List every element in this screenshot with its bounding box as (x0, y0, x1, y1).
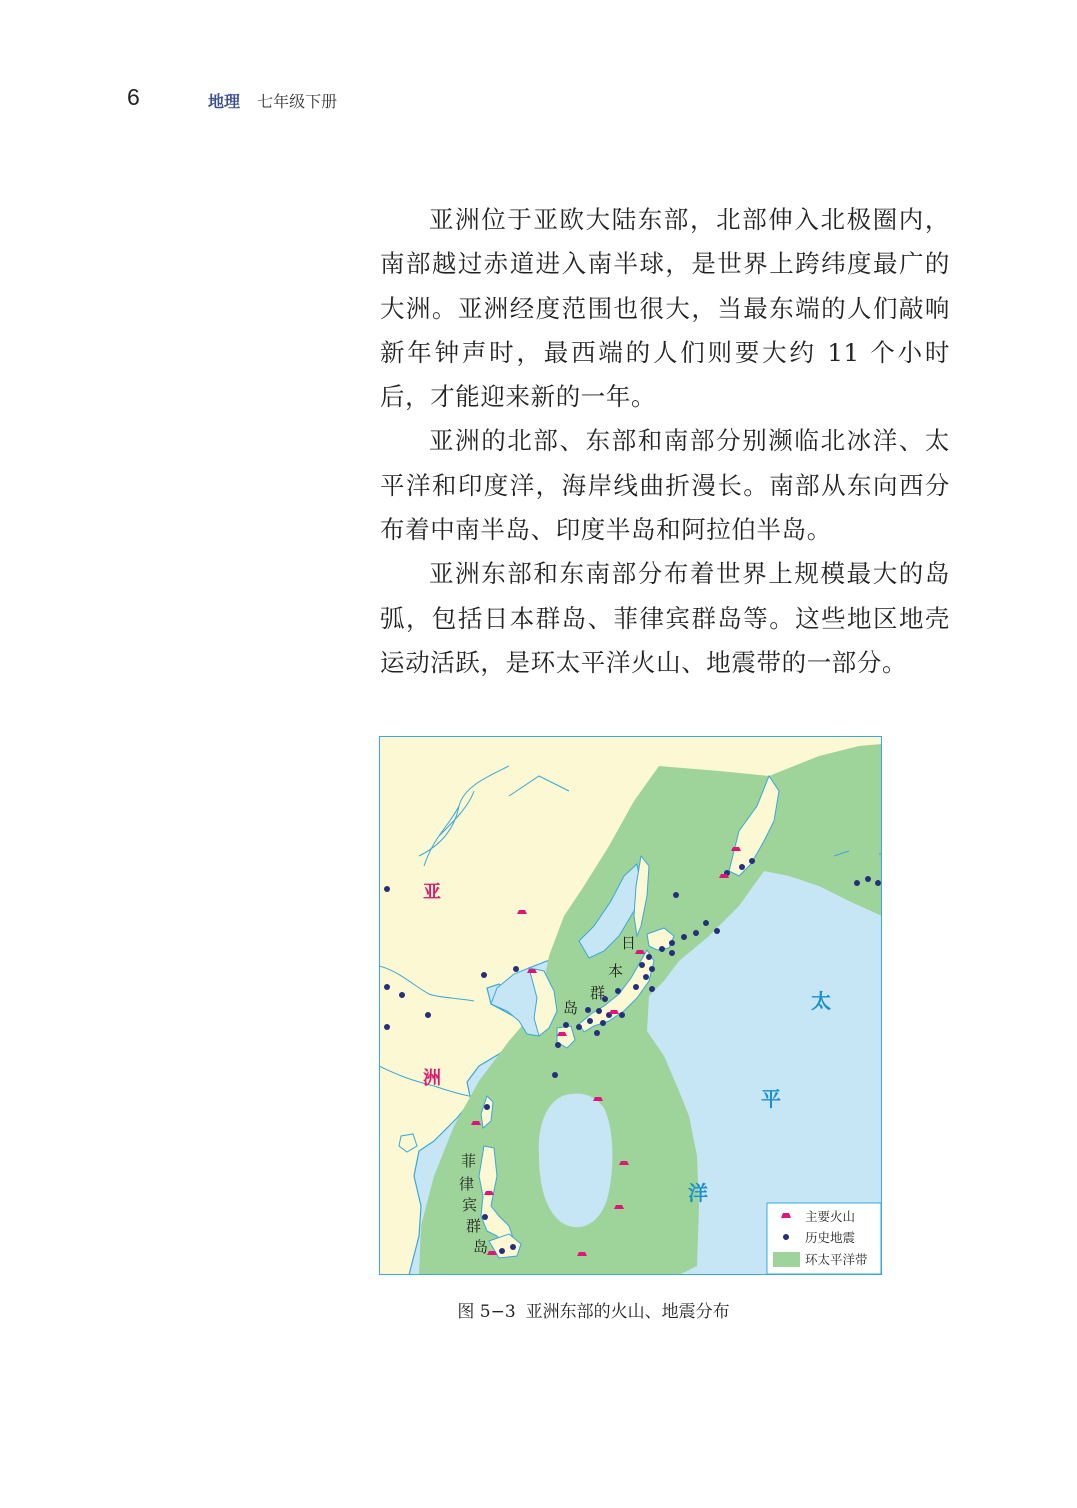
label-ph-lv: 律 (459, 1175, 475, 1193)
legend-earthquake-label: 历史地震 (805, 1230, 856, 1245)
earthquake-dot (513, 966, 519, 972)
label-ping: 平 (761, 1087, 781, 1111)
earthquake-dot (552, 1072, 558, 1078)
map-legend (767, 1203, 881, 1274)
earthquake-dot (643, 974, 649, 980)
earthquake-dot (646, 954, 652, 960)
label-japan-qun: 群 (590, 984, 606, 1002)
label-yang: 洋 (688, 1181, 708, 1205)
earthquake-dot (673, 892, 679, 898)
running-header (208, 89, 337, 112)
earthquake-dot (749, 858, 755, 864)
label-japan-ri: 日 (621, 934, 637, 952)
paragraph: 亚洲的北部、东部和南部分别濒临北冰洋、太平洋和印度洋，海岸线曲折漫长。南部从东向西分布着中南半岛、印度半岛和阿拉伯半岛。 (380, 426, 950, 545)
earthquake-dot (384, 984, 390, 990)
earthquake-dot (659, 946, 665, 952)
label-ph-fei: 菲 (461, 1152, 477, 1170)
label-zhou: 洲 (423, 1068, 441, 1089)
earthquake-dot (739, 864, 745, 870)
legend-earthquake-icon (783, 1234, 789, 1240)
earthquake-dot (399, 992, 405, 998)
earthquake-dot (596, 1008, 602, 1014)
label-japan-dao: 岛 (563, 999, 579, 1017)
figure-number: 图 5−3 (457, 1302, 516, 1322)
label-ph-bin: 宾 (462, 1196, 478, 1214)
label-ph-qun: 群 (466, 1217, 482, 1235)
belt-ocean-pocket (539, 1094, 613, 1228)
earthquake-dot (714, 928, 720, 934)
earthquake-dot (384, 1024, 390, 1030)
earthquake-dot (639, 962, 645, 968)
east-asia-volcano-earthquake-map (379, 736, 882, 1275)
earthquake-dot (619, 1012, 625, 1018)
earthquake-dot (563, 1022, 569, 1028)
earthquake-dot (425, 1012, 431, 1018)
paragraph: 亚洲位于亚欧大陆东部，北部伸入北极圈内，南部越过赤道进入南半球，是世界上跨纬度最广的大洲。亚洲经度范围也很大，当最东端的人们敲响新年钟声时，最西端的人们则要大约 11 个小时后，才能迎来新的一年。 (380, 205, 950, 412)
earthquake-dot (510, 1244, 516, 1250)
earthquake-dot (649, 966, 655, 972)
earthquake-dot (669, 950, 675, 956)
earthquake-dot (854, 880, 860, 886)
book-grade: 七年级下册 (257, 92, 338, 111)
earthquake-dot (585, 1007, 591, 1013)
earthquake-dot (594, 1030, 600, 1036)
figure-caption (0, 1297, 1077, 1322)
earthquake-dot (482, 1214, 488, 1220)
legend-belt-label: 环太平洋带 (805, 1252, 868, 1267)
earthquake-dot (693, 930, 699, 936)
earthquake-dot (555, 1042, 561, 1048)
earthquake-dot (615, 988, 621, 994)
paragraph: 亚洲东部和东南部分布着世界上规模最大的岛弧，包括日本群岛、菲律宾群岛等。这些地区地壳运动活跃，是环太平洋火山、地震带的一部分。 (380, 559, 950, 677)
body-text (380, 198, 950, 685)
earthquake-dot (484, 1104, 490, 1110)
earthquake-dot (576, 1024, 582, 1030)
earthquake-dot (633, 984, 639, 990)
page-number: 6 (127, 84, 140, 110)
earthquake-dot (703, 920, 709, 926)
earthquake-dot (499, 1248, 505, 1254)
earthquake-dot (481, 972, 487, 978)
legend-volcano-label: 主要火山 (805, 1209, 856, 1224)
earthquake-dot (587, 1018, 593, 1024)
earthquake-dot (681, 934, 687, 940)
legend-belt-swatch (773, 1252, 800, 1267)
label-ya: 亚 (423, 882, 441, 903)
book-subject: 地理 (208, 92, 241, 111)
earthquake-dot (384, 886, 390, 892)
earthquake-dot (600, 1020, 606, 1026)
earthquake-dot (649, 986, 655, 992)
label-ph-dao: 岛 (473, 1238, 489, 1256)
label-japan-ben: 本 (608, 962, 624, 980)
earthquake-dot (669, 940, 675, 946)
earthquake-dot (875, 880, 881, 886)
earthquake-dot (865, 876, 871, 882)
label-tai: 太 (811, 989, 831, 1013)
figure-title: 亚洲东部的火山、地震分布 (525, 1302, 730, 1322)
